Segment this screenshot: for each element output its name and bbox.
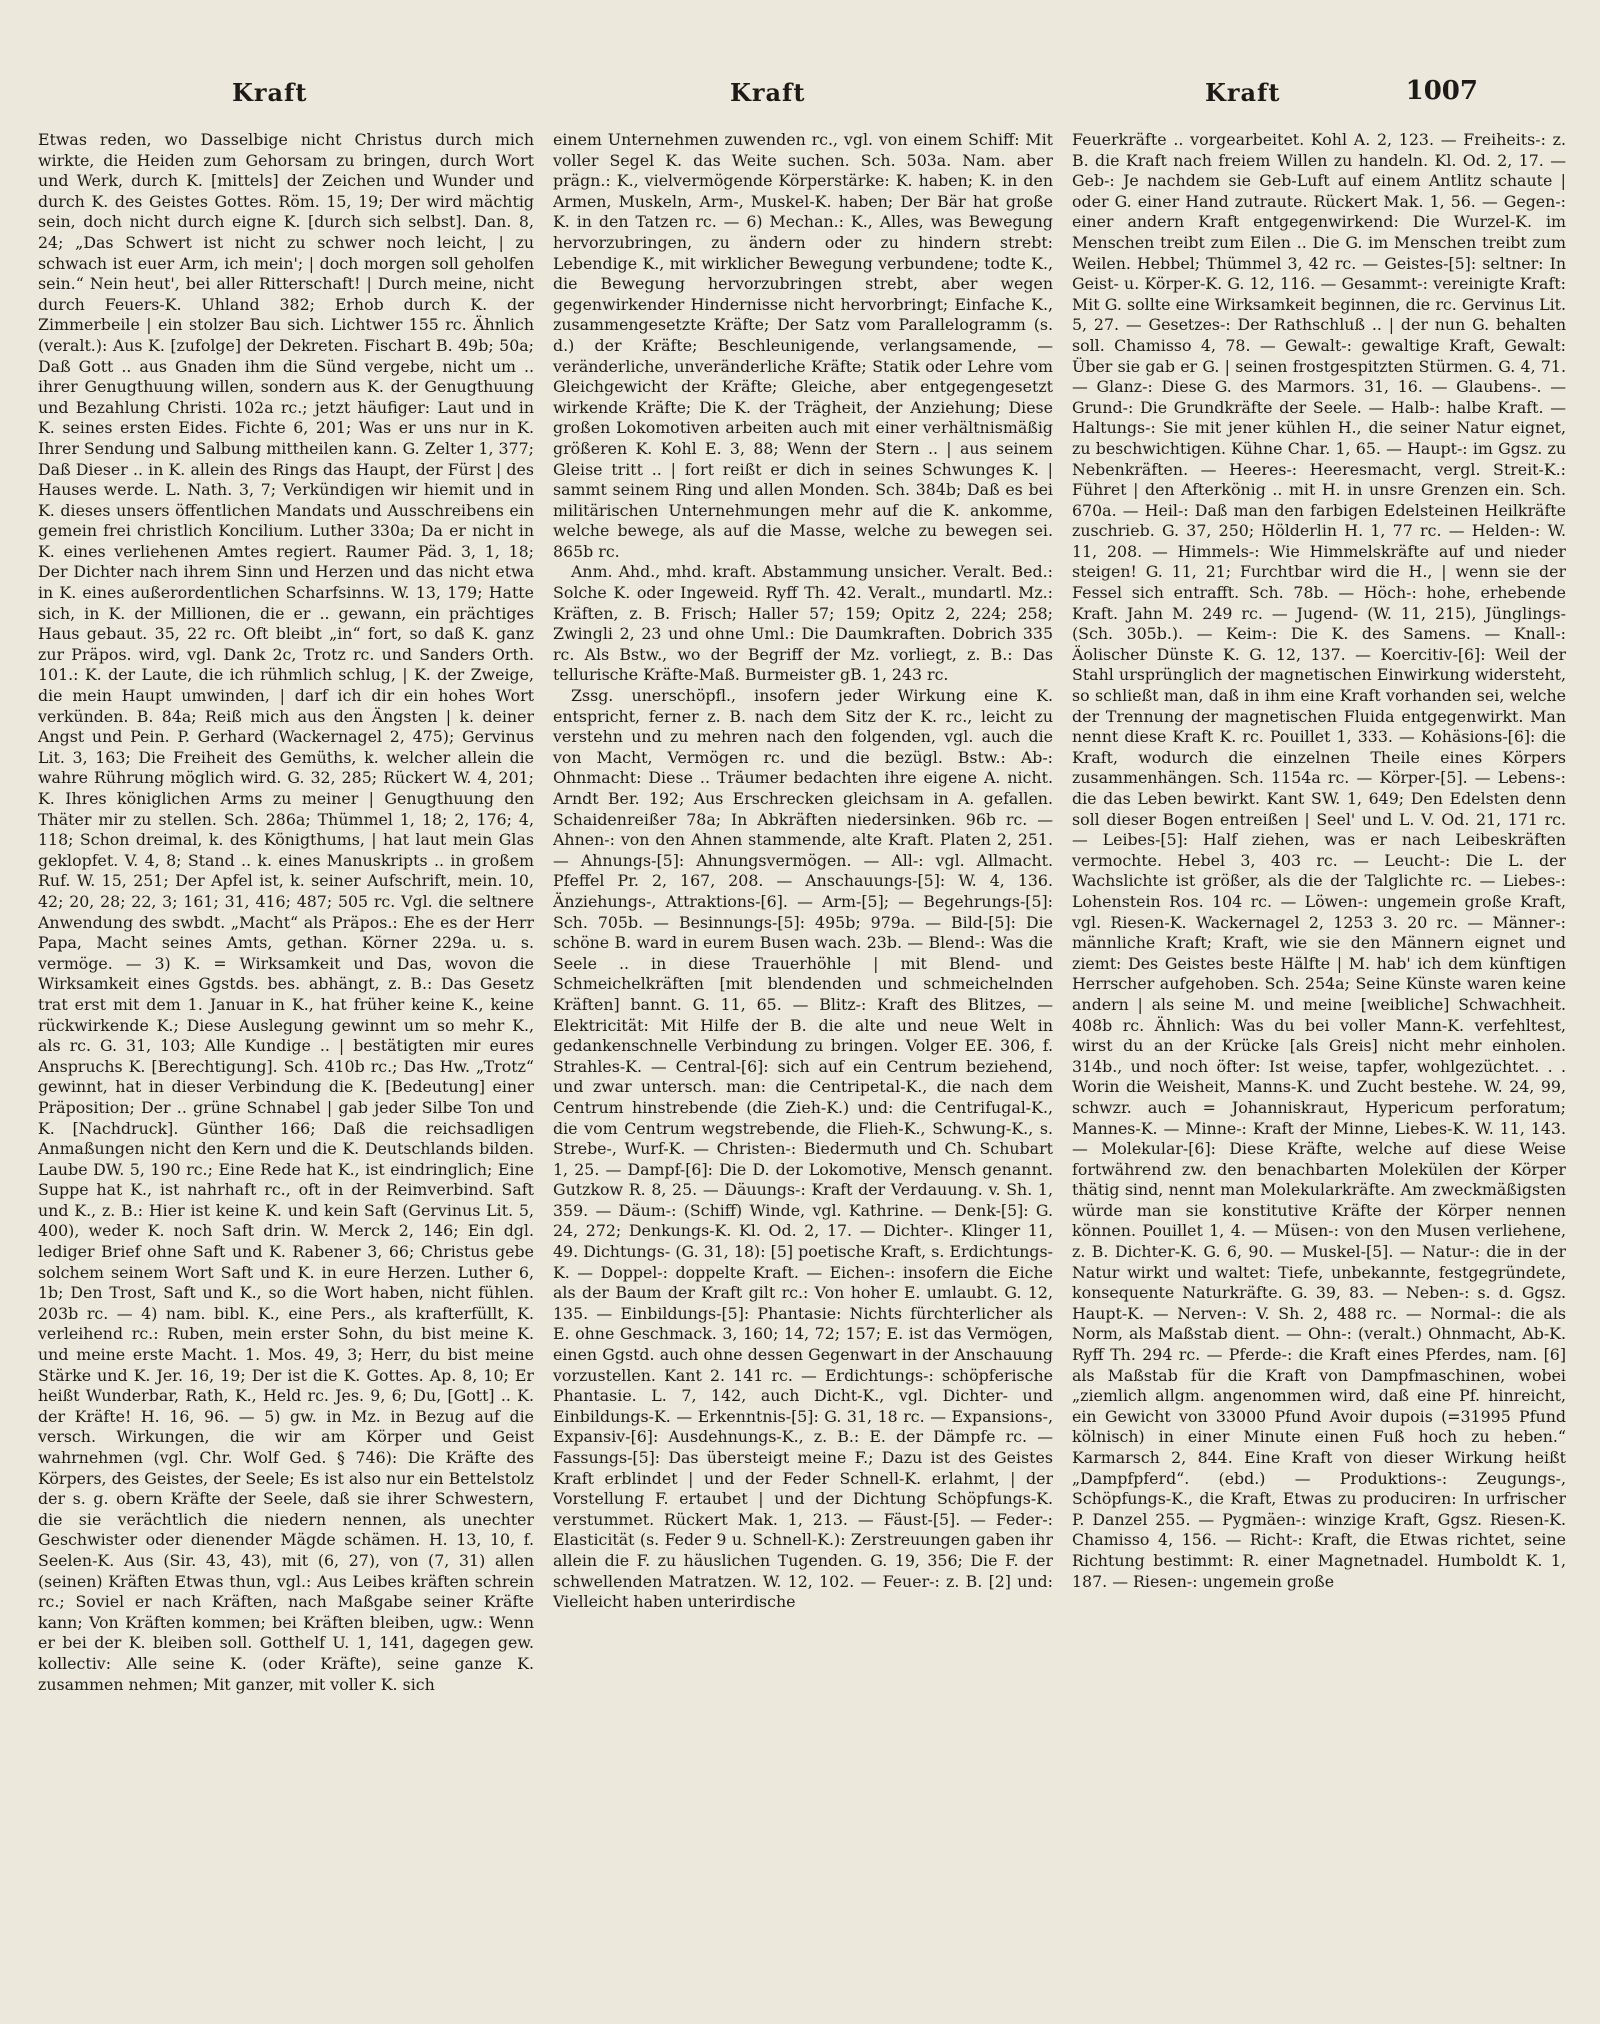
running-header	[0, 78, 1600, 114]
compounds-paragraph: Zssg. unerschöpfl., insofern jeder Wirkung eine K. entspricht, ferner z. B. nach dem Sitz der K. rc., leicht zu verstehn und zu mehren nach den folgenden, vgl. auch die von Macht, Vermögen rc. und die bezügl. Bstw.: Ab-: Ohnmacht: Diese .. Träumer bedachten ihre eigene A. nicht. Arndt Ber. 192; Aus Erschrecken gleichsam in A. gefallen. Schaidenreißer 78a; In Abkräften niedersinken. 96b rc. — Ahnen-: von den Ahnen stammende, alte Kraft. Platen 2, 251. — Ahnungs-[5]: Ahnungsvermögen. — All-: vgl. Allmacht. Pfeffel Pr. 2, 167, 208. — Anschauungs-[5]: W. 4, 136. Änziehungs-, Attraktions-[6]. — Arm-[5]; — Begehrungs-[5]: Sch. 705b. — Besinnungs-[5]: 495b; 979a. — Bild-[5]: Die schöne B. ward in eurem Busen wach. 23b. — Blend-: Was die Seele .. in diese Trauerhöhle | mit Blend- und Schmeichelkräften [mit blendenden und schmeichelnden Kräften] bannt. G. 11, 65. — Blitz-: Kraft des Blitzes, — Elektricität: Mit Hilfe der B. die alte und neue Welt in gedankenschnelle Verbindung zu bringen. Volger EE. 306, f. Strahles-K. — Central-[6]: sich auf ein Centrum beziehend, und zwar untersch. man: die Centripetal-K., die nach dem Centrum hinstrebende (die Zieh-K.) und: die Centrifugal-K., die vom Centrum wegstrebende, die Flieh-K., Schwung-K., s. Strebe-, Wurf-K. — Christen-: Biedermuth und Ch. Schubart 1, 25. — Dampf-[6]: Die D. der Lokomotive, Mensch genannt. Gutzkow R. 8, 25. — Däuungs-: Kraft der Verdauung. v. Sh. 1, 359. — Däum-: (Schiff) Winde, vgl. Kathrine. — Denk-[5]: G. 24, 272; Denkungs-K. Kl. Od. 2, 17. — Dichter-. Klinger 11, 49. Dichtungs- (G. 31, 18): [5] poetische Kraft, s. Erdichtungs-K. — Doppel-: doppelte Kraft. — Eichen-: insofern die Eiche als der Baum der Kraft gilt rc.: Von hoher E. umlaubt. G. 12, 135. — Einbildungs-[5]: Phantasie: Nichts fürchterlicher als E. ohne Geschmack. 3, 160; 14, 72; 157; E. ist das Vermögen, einen Ggstd. auch ohne dessen Gegenwart in der Anschauung vorzustellen. Kant 2. 141 rc. — Erdichtungs-: schöpferische Phantasie. L. 7, 142, auch Dicht-K., vgl. Dichter- und Einbildungs-K. — Erkenntnis-[5]: G. 31, 18 rc. — Expansions-, Expansiv-[6]: Ausdehnungs-K., z. B.: E. der Dämpfe rc. — Fassungs-[5]: Das übersteigt meine F.; Dazu ist des Geistes Kraft erblindet | und der Feder Schnell-K. erlahmt, | der Vorstellung F. ertaubet | und der Dichtung Schöpfungs-K. verstummet. Rückert Mak. 1, 213. — Fäust-[5]. — Feder-: Elasticität (s. Feder 9 u. Schnell-K.): Zerstreuungen gaben ihr allein die F. zu häuslichen Tugenden. G. 19, 356; Die F. der schwellenden Matratzen. W. 12, 102. — Feuer-: z. B. [2] und: Vielleicht haben unterirdische	[553, 686, 1053, 1612]
column-paragraph: Etwas reden, wo Dasselbige nicht Christus durch mich wirkte, die Heiden zum Gehorsam zu bringen, durch Wort und Werk, durch K. [mittels] der Zeichen und Wunder und durch K. des Geistes Gottes. Röm. 15, 19; Der wird mächtig sein, doch nicht durch eigne K. [durch sich selbst]. Dan. 8, 24; „Das Schwert ist nicht zu schwer noch leicht, | zu schwach ist euer Arm, ich mein'; | doch morgen soll geholfen sein.“ Nein heut', bei aller Ritterschaft! | Durch meine, nicht durch Feuers-K. Uhland 382; Erhob durch K. der Zimmerbeile | ein stolzer Bau sich. Lichtwer 155 rc. Ähnlich (veralt.): Aus K. [zufolge] der Dekreten. Fischart B. 49b; 50a; Daß Gott .. aus Gnaden ihm die Sünd vergebe, nicht um .. ihrer Genugthuung willen, sondern aus K. der Genugthuung und Bezahlung Christi. 102a rc.; jetzt häufiger: Laut und in K. seines ersten Eides. Fichte 6, 201; Was er uns nur in K. Ihrer Sendung und Salbung mittheilen kann. G. Zelter 1, 377; Daß Dieser .. in K. allein des Rings das Haupt, der Fürst | des Hauses werde. L. Nath. 3, 7; Verkündigen wir hiemit und in K. dieses unsers öffentlichen Mandats und Ausschreibens ein gemein frei christlich Koncilium. Luther 330a; Da er nicht in K. eines verliehenen Amtes regiert. Raumer Päd. 3, 1, 18; Der Dichter nach ihrem Sinn und Herzen und das nicht etwa in K. eines außerordentlichen Scharfsinns. W. 13, 179; Hatte sich, in K. der Millionen, die er .. gewann, ein prächtiges Haus gebaut. 35, 22 rc. Oft bleibt „in“ fort, so daß K. ganz zur Präpos. wird, vgl. Dank 2c, Trotz rc. und Sanders Orth. 101.: K. der Laute, die ich rühmlich schlug, | K. der Zweige, die mein Haupt umwinden, | darf ich dir ein hohes Wort verkünden. B. 84a; Reiß mich aus den Ängsten | k. deiner Angst und Pein. P. Gerhard (Wackernagel 2, 475); Gervinus Lit. 3, 163; Die Freiheit des Gemüths, k. welcher allein die wahre Rührung möglich wird. G. 32, 285; Rückert W. 4, 201; K. Ihres königlichen Arms zu meiner | Genugthuung den Thäter mir zu stellen. Sch. 286a; Thümmel 1, 18; 2, 176; 4, 118; Schon dreimal, k. des Königthums, | hat laut mein Glas geklopfet. V. 4, 8; Stand .. k. eines Manuskripts .. in großem Ruf. W. 15, 251; Der Apfel ist, k. seiner Aufschrift, mein. 10, 42; 20, 28; 22, 3; 161; 31, 416; 487; 505 rc. Vgl. die seltnere Anwendung des swbdt. „Macht“ als Präpos.: Ehe es der Herr Papa, Macht seines Amts, gethan. Körner 229a. u. s. vermöge. — 3) K. = Wirksamkeit und Das, wovon die Wirksamkeit eines Ggstds. bes. abhängt, z. B.: Das Gesetz trat erst mit dem 1. Januar in K., hat früher keine K., keine rückwirkende K.; Diese Auslegung gewinnt um so mehr K., als rc. G. 31, 103; Alle Kundige .. | bestätigten mir eures Anspruchs K. [Berechtigung]. Sch. 410b rc.; Das Hw. „Trotz“ gewinnt, hat in dieser Verbindung die K. [Bedeutung] einer Präposition; Der .. grüne Schnabel | gab jeder Silbe Ton und K. [Nachdruck]. Günther 166; Daß die reichsadligen Anmaßungen nicht den Kern und die K. Deutschlands bilden. Laube DW. 5, 190 rc.; Eine Rede hat K., ist eindringlich; Eine Suppe hat K., ist nahrhaft rc., oft in der Reimverbind. Saft und K., z. B.: Hier ist keine K. und kein Saft (Gervinus Lit. 5, 400), weder K. noch Saft drin. W. Merck 2, 146; Ein dgl. lediger Brief ohne Saft und K. Rabener 3, 66; Christus gebe solchem seinem Wort Saft und K. in eure Herzen. Luther 6, 1b; Den Trost, Saft und K., so die Wort haben, nicht fühlen. 203b rc. — 4) nam. bibl. K., eine Pers., als krafterfüllt, K. verleihend rc.: Ruben, mein erster Sohn, du bist meine K. und meine erste Macht. 1. Mos. 49, 3; Herr, du bist meine Stärke und K. Jer. 16, 19; Der ist die K. Gottes. Ap. 8, 10; Er heißt Wunderbar, Rath, K., Held rc. Jes. 9, 6; Du, [Gott] .. K. der Kräfte! H. 16, 96. — 5) gw. in Mz. in Bezug auf die versch. Wirkungen, die wir am Körper und Geist wahrnehmen (vgl. Chr. Wolf Ged. § 746): Die Kräfte des Körpers, des Geistes, der Seele; Es ist also nur ein Bettelstolz der s. g. obern Kräfte der Seele, daß sie ihrer Schwestern, die sie verächtlich die niedern nennen, als unechter Geschwister oder dienender Mägde schämen. H. 13, 10, f. Seelen-K. Aus (Sir. 43, 43), mit (6, 27), von (7, 31) allen (seinen) Kräften Etwas thun, vgl.: Aus Leibes kräften schrein rc.; Soviel er nach Kräften, nach Maßgabe seiner Kräfte kann; Von Kräften kommen; bei Kräften bleiben, ugw.: Wenn er bei der K. bleiben soll. Gotthelf U. 1, 141, dagegen gew. kollectiv: Alle seine K. (oder Kräfte), seine ganze K. zusammen nehmen; Mit ganzer, mit voller K. sich	[38, 130, 534, 1694]
etymology-note: Anm. Ahd., mhd. kraft. Abstammung unsicher. Veralt. Bed.: Solche K. oder Ingeweid. Ryff Th. 42. Veralt., mundartl. Mz.: Kräften, z. B. Frisch; Haller 57; 159; Opitz 2, 224; 258; Zwingli 2, 23 und ohne Uml.: Die Daumkraften. Dobrich 335 rc. Als Bstw., wo der Begriff der Mz. vorliegt, z. B.: Das tellurische Kräfte-Maß. Burmeister gB. 1, 243 rc.	[553, 562, 1053, 685]
column-paragraph: einem Unternehmen zuwenden rc., vgl. von einem Schiff: Mit voller Segel K. das Weite suchen. Sch. 503a. Nam. aber prägn.: K., vielvermögende Körperstärke: K. haben; K. in den Armen, Muskeln, Arm-, Muskel-K. haben; Der Bär hat große K. in den Tatzen rc. — 6) Mechan.: K., Alles, was Bewegung hervorzubringen, zu ändern oder zu hindern strebt: Lebendige K., mit wirklicher Bewegung verbundene; todte K., die Bewegung hervorzubringen strebt, aber wegen gegenwirkender Hindernisse nicht hervorbringt; Einfache K., zusammengesetzte Kräfte; Der Satz vom Parallelogramm (s. d.) der Kräfte; Beschleunigende, verlangsamende, — veränderliche, unveränderliche Kräfte; Statik oder Lehre vom Gleichgewicht der Kräfte; Gleiche, aber entgegengesetzt wirkende Kräfte; Die K. der Trägheit, der Anziehung; Diese großen Lokomotiven arbeiten auch mit einer verhältnismäßig größeren K. Kohl E. 3, 88; Wenn der Stern .. | aus seinem Gleise tritt .. | fort reißt er dich in seines Schwunges K. | sammt seinem Ring und allen Monden. Sch. 384b; Daß es bei militärischen Unternehmungen mehr auf die K. ankomme, welche bewege, als auf die Masse, welche zu bewegen sei. 865b rc.	[553, 130, 1053, 561]
running-headword-right: Kraft	[1205, 78, 1281, 107]
text-column-middle	[553, 130, 1053, 1990]
running-headword-center: Kraft	[730, 78, 806, 107]
text-column-left	[38, 130, 534, 1990]
page-number: 1007	[1405, 76, 1478, 106]
text-column-right	[1072, 130, 1566, 1990]
column-paragraph: Feuerkräfte .. vorgearbeitet. Kohl A. 2, 123. — Freiheits-: z. B. die Kraft nach freiem Willen zu handeln. Kl. Od. 2, 17. — Geb-: Je nachdem sie Geb-Luft auf einem Antlitz schaute | oder G. einer Hand zutraute. Rückert Mak. 1, 56. — Gegen-: einer andern Kraft entgegenwirkend: Die Wurzel-K. im Menschen treibt zum Eilen .. Die G. im Menschen treibt zum Weilen. Hebbel; Thümmel 3, 42 rc. — Geistes-[5]: seltner: In Geist- u. Körper-K. G. 12, 116. — Gesammt-: vereinigte Kraft: Mit G. sollte eine Wirksamkeit beginnen, die rc. Gervinus Lit. 5, 27. — Gesetzes-: Der Rathschluß .. | der nun G. behalten soll. Chamisso 4, 78. — Gewalt-: gewaltige Kraft, Gewalt: Über sie gab er G. | seinen frostgespitzten Stürmen. G. 4, 71. — Glanz-: Diese G. des Marmors. 31, 16. — Glaubens-. — Grund-: Die Grundkräfte der Seele. — Halb-: halbe Kraft. — Haltungs-: Sie mit jener kühlen H., die seiner Natur eignet, zu beschwichtigen. Kühne Char. 1, 65. — Haupt-: im Ggsz. zu Nebenkräften. — Heeres-: Heeresmacht, vergl. Streit-K.: Führet | den Afterkönig .. mit H. in unsre Grenzen ein. Sch. 670a. — Heil-: Daß man den farbigen Edelsteinen Heilkräfte zuschrieb. G. 37, 250; Hölderlin H. 1, 77 rc. — Helden-: W. 11, 208. — Himmels-: Wie Himmelskräfte auf und nieder steigen! G. 11, 21; Furchtbar wird die H., | wenn sie der Fessel sich entrafft. Sch. 78b. — Höch-: hohe, erhebende Kraft. Jahn M. 249 rc. — Jugend- (W. 11, 215), Jünglings- (Sch. 305b.). — Keim-: Die K. des Samens. — Knall-: Äolischer Dünste K. G. 12, 137. — Koercitiv-[6]: Weil der Stahl ursprünglich der magnetischen Einwirkung widersteht, so schließt man, daß in ihm eine Kraft vorhanden sei, welche der Trennung der magnetischen Fluida entgegenwirkt. Man nennt diese Kraft K. rc. Pouillet 1, 333. — Kohäsions-[6]: die Kraft, wodurch die einzelnen Theile eines Körpers zusammenhängen. Sch. 1154a rc. — Körper-[5]. — Lebens-: die das Leben bewirkt. Kant SW. 1, 649; Den Edelsten denn soll dieser Bogen entreißen | Seel' und L. V. Od. 21, 171 rc. — Leibes-[5]: Half ziehen, was er nach Leibeskräften vermochte. Hebel 3, 403 rc. — Leucht-: Die L. der Wachslichte ist größer, als die der Talglichte rc. — Liebes-: Lohenstein Ros. 104 rc. — Löwen-: ungemein große Kraft, vgl. Riesen-K. Wackernagel 2, 1253 3. 20 rc. — Männer-: männliche Kraft; Kraft, wie sie den Männern eignet und ziemt: Des Geistes beste Hälfte | M. hab' ich dem künftigen Herrscher aufgehoben. Sch. 254a; Seine Künste waren keine andern | als seine M. und meine [weibliche] Schwachheit. 408b rc. Ähnlich: Was du bei voller Mann-K. verfehltest, wirst du an der Krücke [als Greis] nicht mehr einholen. 314b., und noch öfter: Ist weise, tapfer, wohlgezüchtet. . . Worin die Weisheit, Manns-K. und Zucht bestehe. W. 24, 99, schwzr. auch = Johanniskraut, Hypericum perforatum; Mannes-K. — Minne-: Kraft der Minne, Liebes-K. W. 11, 143. — Molekular-[6]: Diese Kräfte, welche auf diese Weise fortwährend zw. den benachbarten Molekülen der Körper thätig sind, nennt man Molekularkräfte. Am zweckmäßigsten würde man sie konstitutive Kräfte der Körper nennen können. Pouillet 1, 4. — Müsen-: von den Musen verliehene, z. B. Dichter-K. G. 6, 90. — Muskel-[5]. — Natur-: die in der Natur wirkt und waltet: Tiefe, unbekannte, festgegründete, konsequente Naturkräfte. G. 39, 83. — Neben-: s. d. Ggsz. Haupt-K. — Nerven-: V. Sh. 2, 488 rc. — Normal-: die als Norm, als Maßstab dient. — Ohn-: (veralt.) Ohnmacht, Ab-K. Ryff Th. 294 rc. — Pferde-: die Kraft eines Pferdes, nam. [6] als Maßstab für die Kraft von Dampfmaschinen, wobei „ziemlich allgm. angenommen wird, daß eine Pf. hinreicht, ein Gewicht von 33000 Pfund Avoir dupois (=31995 Pfund kölnisch) in einer Minute einen Fuß hoch zu heben.“ Karmarsch 2, 844. Eine Kraft von dieser Wirkung heißt „Dampfpferd“. (ebd.) — Produktions-: Zeugungs-, Schöpfungs-K., die Kraft, Etwas zu produciren: In urfrischer P. Danzel 255. — Pygmäen-: winzige Kraft, Ggsz. Riesen-K. Chamisso 4, 156. — Richt-: Kraft, die Etwas richtet, seine Richtung bestimmt: R. einer Magnetnadel. Humboldt K. 1, 187. — Riesen-: ungemein große	[1072, 130, 1566, 1591]
running-headword-left: Kraft	[232, 78, 308, 107]
